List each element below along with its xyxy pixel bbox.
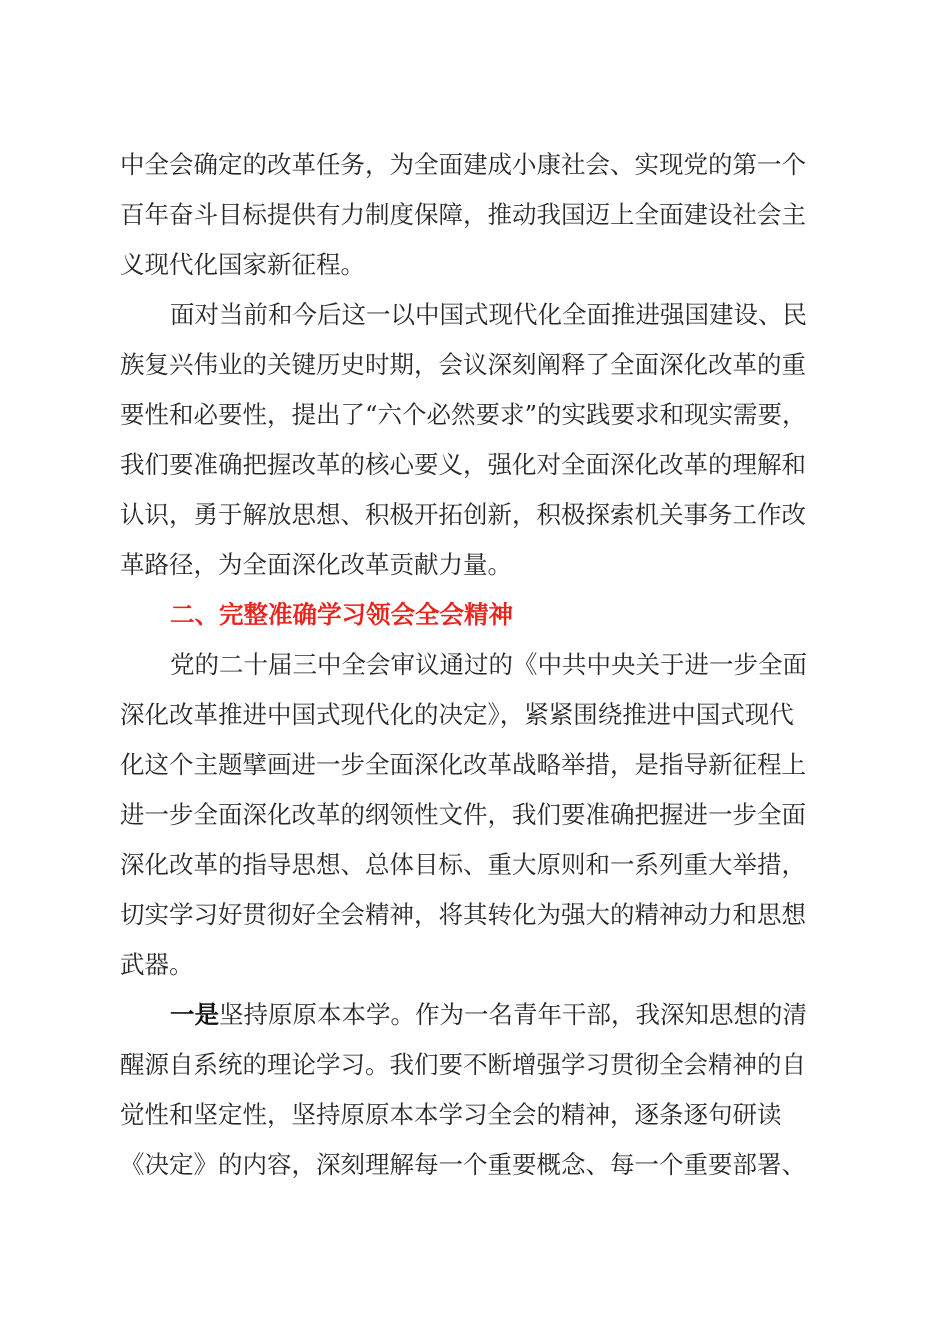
lead-rest: 坚持原原本本学。作为一名青年干部，我深知思想的清 <box>219 1000 807 1029</box>
text-line: 族复兴伟业的关键历史时期，会议深刻阐释了全面深化改革的重 <box>120 350 806 379</box>
text-line: 中全会确定的改革任务，为全面建成小康社会、实现党的第一个 <box>120 150 806 179</box>
text-line: 进一步全面深化改革的纲领性文件，我们要准确把握进一步全面 <box>120 800 806 829</box>
text-line: 武器。 <box>120 950 194 979</box>
text-line: 革路径，为全面深化改革贡献力量。 <box>120 550 512 579</box>
section-heading: 二、完整准确学习领会全会精神 <box>170 600 513 629</box>
text-line: 切实学习好贯彻好全会精神，将其转化为强大的精神动力和思想 <box>120 900 806 929</box>
text-line: 百年奋斗目标提供有力制度保障，推动我国迈上全面建设社会主 <box>120 200 806 229</box>
text-line: 面对当前和今后这一以中国式现代化全面推进强国建设、民 <box>170 300 807 329</box>
text-line: 醒源自系统的理论学习。我们要不断增强学习贯彻全会精神的自 <box>120 1050 806 1079</box>
text-line: 我们要准确把握改革的核心要义，强化对全面深化改革的理解和 <box>120 450 806 479</box>
text-line: 认识，勇于解放思想、积极开拓创新，积极探索机关事务工作改 <box>120 500 806 529</box>
text-line: 觉性和坚定性，坚持原原本本学习全会的精神，逐条逐句研读 <box>120 1100 782 1129</box>
text-line: 党的二十届三中全会审议通过的《中共中央关于进一步全面 <box>170 650 807 679</box>
text-line: 深化改革推进中国式现代化的决定》，紧紧围绕推进中国式现代 <box>120 700 794 729</box>
text-line: 《决定》的内容，深刻理解每一个重要概念、每一个重要部署、 <box>120 1150 806 1179</box>
text-line: 义现代化国家新征程。 <box>120 250 365 279</box>
text-line: 化这个主题擘画进一步全面深化改革战略举措，是指导新征程上 <box>120 750 806 779</box>
text-line-with-lead <box>170 995 807 1035</box>
lead-word: 一是 <box>170 1000 219 1029</box>
text-line: 要性和必要性，提出了“六个必然要求”的实践要求和现实需要， <box>120 400 807 429</box>
text-line: 深化改革的指导思想、总体目标、重大原则和一系列重大举措， <box>120 850 806 879</box>
